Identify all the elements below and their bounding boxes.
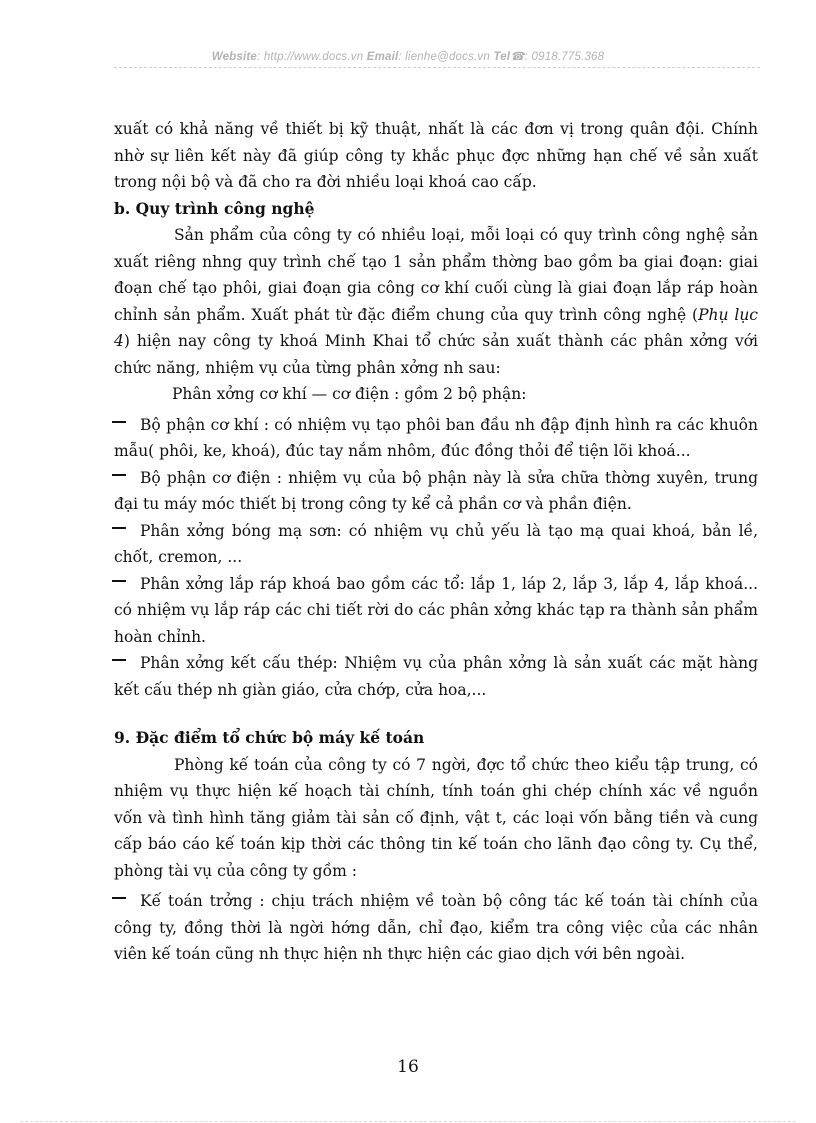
paragraph-intro: xuất có khả năng về thiết bị kỹ thuật, nhất là các đơn vị trong quân đội. Chính nhờ sự liên kết này đã giúp công ty khắc phục đợc những hạn chế về sản xuất trong nội bộ và đã cho ra đời nhiều loại khoá cao cấp. [114, 120, 758, 191]
list-item: Kế toán trởng : chịu trách nhiệm về toàn bộ công tác kế toán tài chính của công ty, đồng thời là ngời hớng dẫn, chỉ đạo, kiểm tra công việc của các nhân viên kế toán cũng nh thực hiện nh thực hiện các giao dịch với bên ngoài. [114, 892, 758, 963]
dash-bullet-icon [112, 474, 126, 476]
list-item: Phân xởng lắp ráp khoá bao gồm các tổ: lắp 1, láp 2, lắp 3, lắp 4, lắp khoá... có nhiệm vụ lắp ráp các chi tiết rời do các phân xởng khác tạp ra thành sản phẩm hoàn chỉnh. [114, 574, 758, 646]
tel-value: ☎: 0918.775.368 [510, 51, 605, 63]
dash-bullet-icon [112, 421, 126, 423]
page-content [114, 116, 758, 968]
paragraph-accounting: Phòng kế toán của công ty có 7 ngời, đợc tổ chức theo kiểu tập trung, có nhiệm vụ thực hiện kế hoạch tài chính, tính toán ghi chép chính xác về nguồn vốn và tình hình tăng giảm tài sản cố định, vật t, các loại vốn bằng tiền và cung cấp báo cáo kế toán kịp thời các thông tin kế toán cho lãnh đạo công ty. Cụ thể, phòng tài vụ của công ty gồm : [114, 755, 758, 880]
dash-bullet-icon [112, 580, 126, 582]
paragraph-process [114, 222, 758, 381]
paragraph-process-text: Sản phẩm của công ty có nhiều loại, mỗi loại có quy trình công nghệ sản xuất riêng nhng quy trình chế tạo 1 sản phẩm thờng bao gồm ba giai đoạn: giai đoạn chế tạo phôi, giai đoạn gia công cơ khí cuối cùng là giai đoạn lắp ráp hoàn chỉnh sản phẩm. Xuất phát từ đặc điểm chung của quy trình công nghệ ( [114, 226, 758, 324]
list-item: Phân xởng bóng mạ sơn: có nhiệm vụ chủ yếu là tạo mạ quai khoá, bản lề, chốt, cremon, ... [114, 521, 758, 566]
dash-bullet-icon [112, 527, 126, 529]
section-heading-b: b. Quy trình công nghệ [114, 198, 315, 218]
list-item: Bộ phận cơ khí : có nhiệm vụ tạo phôi ban đầu nh đập định hình ra các khuôn mẫu( phôi, ke, khoá), đúc tay nắm nhôm, đúc đồng thỏi để tiện lõi khoá... [114, 415, 758, 460]
paragraph-process-text-end: ) hiện nay công ty khoá Minh Khai tổ chức sản xuất thành các phân xởng với chức năng, nhiệm vụ của từng phân xởng nh sau: [114, 332, 758, 377]
footer-divider [20, 1121, 796, 1122]
page-number: 16 [397, 1057, 419, 1077]
page-header [0, 49, 816, 63]
dash-bullet-icon [112, 659, 126, 661]
website-label: Website [211, 51, 258, 63]
email-label: Email [366, 51, 399, 63]
list-item: Bộ phận cơ điện : nhiệm vụ của bộ phận này là sửa chữa thờng xuyên, trung đại tu máy móc thiết bị trong công ty kể cả phần cơ và phần điện. [114, 468, 758, 513]
appendix-reference: Phụ lục 4 [114, 305, 758, 350]
header-divider [114, 67, 760, 68]
dash-bullet-icon [112, 897, 126, 899]
section-heading-9: 9. Đặc điểm tổ chức bộ máy kế toán [114, 728, 425, 747]
tel-label: Tel [493, 51, 511, 63]
email-value: : lienhe@docs.vn [398, 51, 490, 63]
paragraph-workshop-intro: Phân xởng cơ khí — cơ điện : gồm 2 bộ phận: [172, 385, 527, 403]
list-item: Phân xởng kết cấu thép: Nhiệm vụ của phân xởng là sản xuất các mặt hàng kết cấu thép nh giàn giáo, cửa chớp, cửa hoa,... [114, 654, 758, 699]
website-value: : http://www.docs.vn [257, 51, 364, 63]
